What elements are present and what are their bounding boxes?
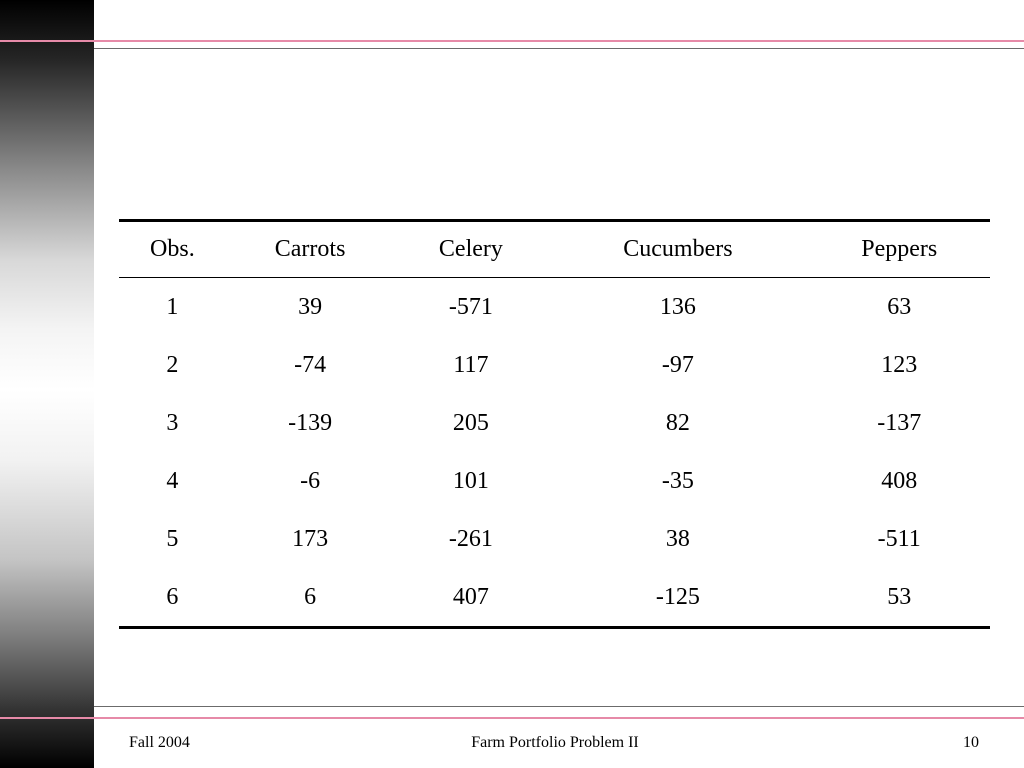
data-table (119, 219, 990, 629)
header-obs: Obs. (150, 236, 195, 262)
table-row (119, 510, 990, 568)
top-divider-line (94, 48, 1024, 49)
table-cell: 3 (166, 409, 179, 436)
table-cell: -125 (655, 583, 700, 610)
table-cell: 38 (665, 525, 690, 552)
header-cucumbers: Cucumbers (623, 236, 733, 262)
table-cell: 205 (452, 409, 489, 436)
table-cell: 101 (452, 467, 489, 494)
table-cell: 6 (304, 583, 317, 610)
header-carrots: Carrots (274, 236, 346, 262)
table-cell: 53 (887, 583, 912, 610)
table-cell: -74 (294, 351, 327, 378)
table-cell: 6 (166, 583, 179, 610)
table-row (119, 452, 990, 510)
table-cell: 117 (453, 351, 489, 378)
table-cell: -137 (877, 409, 922, 436)
table-cell: 82 (665, 409, 690, 436)
bottom-accent-line (0, 717, 1024, 719)
footer-title: Farm Portfolio Problem II (471, 734, 639, 751)
table-cell: 123 (881, 351, 918, 378)
top-accent-line (0, 40, 1024, 42)
table-cell: -139 (288, 409, 333, 436)
table-cell: -35 (661, 467, 694, 494)
table-cell: 4 (166, 467, 179, 494)
header-peppers: Peppers (861, 236, 938, 262)
table-cell: 5 (166, 525, 179, 552)
table-cell: 63 (887, 293, 912, 320)
table-row (119, 336, 990, 394)
table-row (119, 394, 990, 452)
footer-date: Fall 2004 (129, 734, 190, 751)
gradient-side-bar (0, 0, 94, 768)
table-cell: -571 (448, 293, 493, 320)
table-cell: -6 (300, 467, 321, 494)
table-cell: 408 (881, 467, 918, 494)
table-cell: -97 (661, 351, 694, 378)
table-header-row (119, 221, 990, 278)
table-cell: 2 (166, 351, 179, 378)
table-cell: 136 (659, 293, 696, 320)
table-row (119, 278, 990, 337)
table-cell: -261 (448, 525, 493, 552)
table-cell: -511 (877, 525, 921, 552)
bottom-divider-line (94, 706, 1024, 707)
table-row (119, 568, 990, 628)
table-cell: 173 (292, 525, 329, 552)
table-cell: 39 (298, 293, 323, 320)
header-celery: Celery (438, 236, 503, 262)
page-number: 10 (963, 734, 979, 751)
table-cell: 407 (452, 583, 489, 610)
table-cell: 1 (166, 293, 179, 320)
